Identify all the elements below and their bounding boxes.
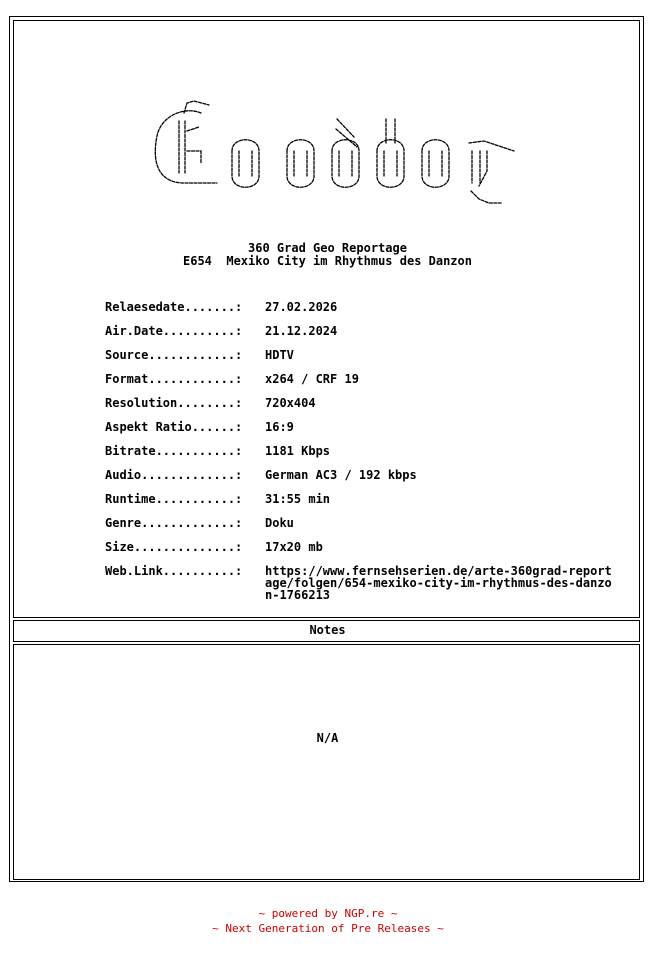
info-row-source [105, 349, 635, 373]
info-value: 27.02.2026 [265, 300, 338, 314]
info-value: 31:55 min [265, 492, 331, 506]
web-link[interactable]: https://www.fernsehserien.de/arte-360grad-reportage/folgen/654-mexiko-city-im-rhythmus-des-danzon-1766213 [265, 564, 612, 602]
info-row-aspect-ratio [105, 421, 635, 445]
info-value: 720x404 [265, 396, 316, 410]
release-info-panel [13, 20, 640, 618]
notes-text: N/A [316, 731, 339, 745]
info-value: 16:9 [265, 420, 294, 434]
info-row-airdate [105, 325, 635, 349]
info-value: x264 / CRF 19 [265, 372, 359, 386]
notes-panel [13, 644, 640, 880]
info-row-weblink [105, 564, 635, 602]
info-label: Bitrate...........: [105, 444, 243, 458]
info-label: Web.Link..........: [105, 564, 243, 578]
info-label: Relaesedate.......: [105, 300, 243, 314]
release-title: 360 Grad Geo Reportage [248, 241, 407, 255]
info-value: 17x20 mb [265, 540, 323, 554]
info-value: German AC3 / 192 kbps [265, 468, 417, 482]
info-label: Genre.............: [105, 516, 243, 530]
info-label: Audio.............: [105, 468, 243, 482]
notes-header [13, 620, 640, 642]
info-label: Air.Date..........: [105, 324, 243, 338]
info-row-releasedate [105, 301, 635, 325]
episode-title: E654 Mexiko City im Rhythmus des Danzon [183, 254, 472, 268]
info-value: 1181 Kbps [265, 444, 331, 458]
info-label: Aspekt Ratio......: [105, 420, 243, 434]
info-value: Doku [265, 516, 294, 530]
nfo-frame [9, 16, 644, 882]
info-row-resolution [105, 397, 635, 421]
info-label: Resolution........: [105, 396, 243, 410]
info-row-genre [105, 517, 635, 541]
ascii-logo [139, 91, 519, 216]
release-details [105, 300, 635, 602]
info-row-size [105, 541, 635, 565]
info-row-format [105, 373, 635, 397]
info-row-runtime [105, 493, 635, 517]
info-label: Format............: [105, 372, 243, 386]
info-value: HDTV [265, 348, 294, 362]
info-value: 21.12.2024 [265, 324, 338, 338]
info-label: Size..............: [105, 540, 243, 554]
notes-title: Notes [309, 623, 346, 637]
footer-tagline: ~ Next Generation of Pre Releases ~ [212, 922, 444, 935]
footer-powered-by: ~ powered by NGP.re ~ [258, 907, 398, 920]
info-row-bitrate [105, 445, 635, 469]
ascii-art-graphic [139, 91, 519, 216]
info-label: Runtime...........: [105, 492, 243, 506]
info-row-audio [105, 469, 635, 493]
info-label: Source............: [105, 348, 243, 362]
